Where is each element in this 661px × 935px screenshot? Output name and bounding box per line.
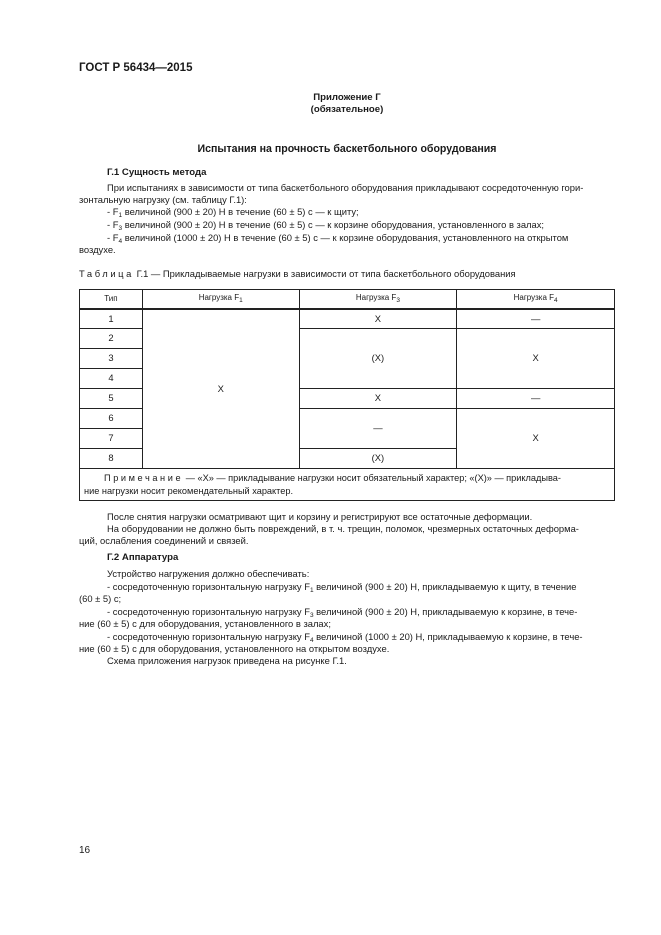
after-table-p1: После снятия нагрузки осматривают щит и корзину и регистрируют все остаточные деформации. [107, 511, 533, 522]
header-f4: Нагрузка $F_4$ [457, 290, 615, 309]
section1-intro-line2: зонтальную нагрузку (см. таблицу Г.1): [79, 194, 247, 205]
f4-cell: X [457, 409, 615, 469]
section2-bullet1: - сосредоточенную горизонтальную нагрузку $F_1$ величиной (900 ± 20) Н, прикладываемую к щиту, в течение [107, 581, 577, 594]
type-cell: 3 [80, 349, 143, 369]
after-table-p2-line2: ций, ослабления соединений и связей. [79, 535, 249, 546]
type-cell: 2 [80, 329, 143, 349]
after-table-p2-line1: На оборудовании не должно быть повреждений, в т. ч. трещин, поломок, чрезмерных остаточных деформа- [107, 523, 579, 534]
section1-item3-cont: воздухе. [79, 244, 116, 255]
section2-intro: Устройство нагружения должно обеспечивать: [107, 568, 310, 579]
f1-cell: X [142, 309, 299, 469]
f3-cell: (X) [299, 329, 457, 389]
appendix-title: Приложение Г [313, 92, 381, 103]
table-caption: Таблица Г.1 — Прикладываемые нагрузки в зависимости от типа баскетбольного оборудования [79, 268, 516, 279]
type-cell: 1 [80, 309, 143, 329]
appendix-subtitle: (обязательное) [310, 104, 384, 115]
table-note: Примечание — «X» — прикладывание нагрузки носит обязательный характер; «(X)» — прикладыва- ние нагрузки носит рекомендательный характер. [80, 469, 615, 501]
section2-heading: Г.2 Аппаратура [107, 552, 179, 563]
type-cell: 8 [80, 449, 143, 469]
section2-closing: Схема приложения нагрузок приведена на рисунке Г.1. [107, 655, 347, 666]
page-number: 16 [79, 845, 91, 856]
header-f1: Нагрузка $F_1$ [142, 290, 299, 309]
header-type: Тип [80, 290, 143, 309]
section2-bullet2: - сосредоточенную горизонтальную нагрузку $F_3$ величиной (900 ± 20) Н, прикладываемую к корзине, в тече- [107, 606, 578, 619]
f3-cell: — [299, 409, 457, 449]
section1-heading: Г.1 Сущность метода [107, 167, 207, 178]
type-cell: 5 [80, 389, 143, 409]
section1-item2: - $F_3$ величиной (900 ± 20) Н в течение (60 ± 5) с — к корзине оборудования, установленного в залах; [107, 219, 545, 232]
f3-cell: (X) [299, 449, 457, 469]
table-note-row [80, 469, 615, 501]
f4-cell: X [457, 329, 615, 389]
loads-table [79, 289, 615, 501]
standard-code: ГОСТ Р 56434—2015 [79, 62, 193, 74]
section2-bullet3-cont: ние (60 ± 5) с для оборудования, установленного на открытом воздухе. [79, 643, 390, 654]
type-cell: 4 [80, 369, 143, 389]
section1-intro-line1: При испытаниях в зависимости от типа баскетбольного оборудования прикладывают сосредоточенную гори- [107, 182, 584, 193]
type-cell: 7 [80, 429, 143, 449]
f4-cell: — [457, 309, 615, 329]
type-cell: 6 [80, 409, 143, 429]
table-row [80, 309, 615, 329]
f3-cell: X [299, 389, 457, 409]
header-f3: Нагрузка $F_3$ [299, 290, 457, 309]
section2-bullet3: - сосредоточенную горизонтальную нагрузку $F_4$ величиной (1000 ± 20) Н, прикладываемую к корзине, в тече- [107, 631, 583, 644]
section2-bullet2-cont: ние (60 ± 5) с для оборудования, установленного в залах; [79, 618, 331, 629]
table-header-row [80, 290, 615, 309]
f3-cell: X [299, 309, 457, 329]
f4-cell: — [457, 389, 615, 409]
section1-item3: - $F_4$ величиной (1000 ± 20) Н в течение (60 ± 5) с — к корзине оборудования, установленного на открытом [107, 232, 569, 245]
section2-bullet1-cont: (60 ± 5) с; [79, 593, 122, 604]
document-title: Испытания на прочность баскетбольного оборудования [197, 143, 497, 155]
section1-item1: - $F_1$ величиной (900 ± 20) Н в течение (60 ± 5) с — к щиту; [107, 206, 359, 219]
